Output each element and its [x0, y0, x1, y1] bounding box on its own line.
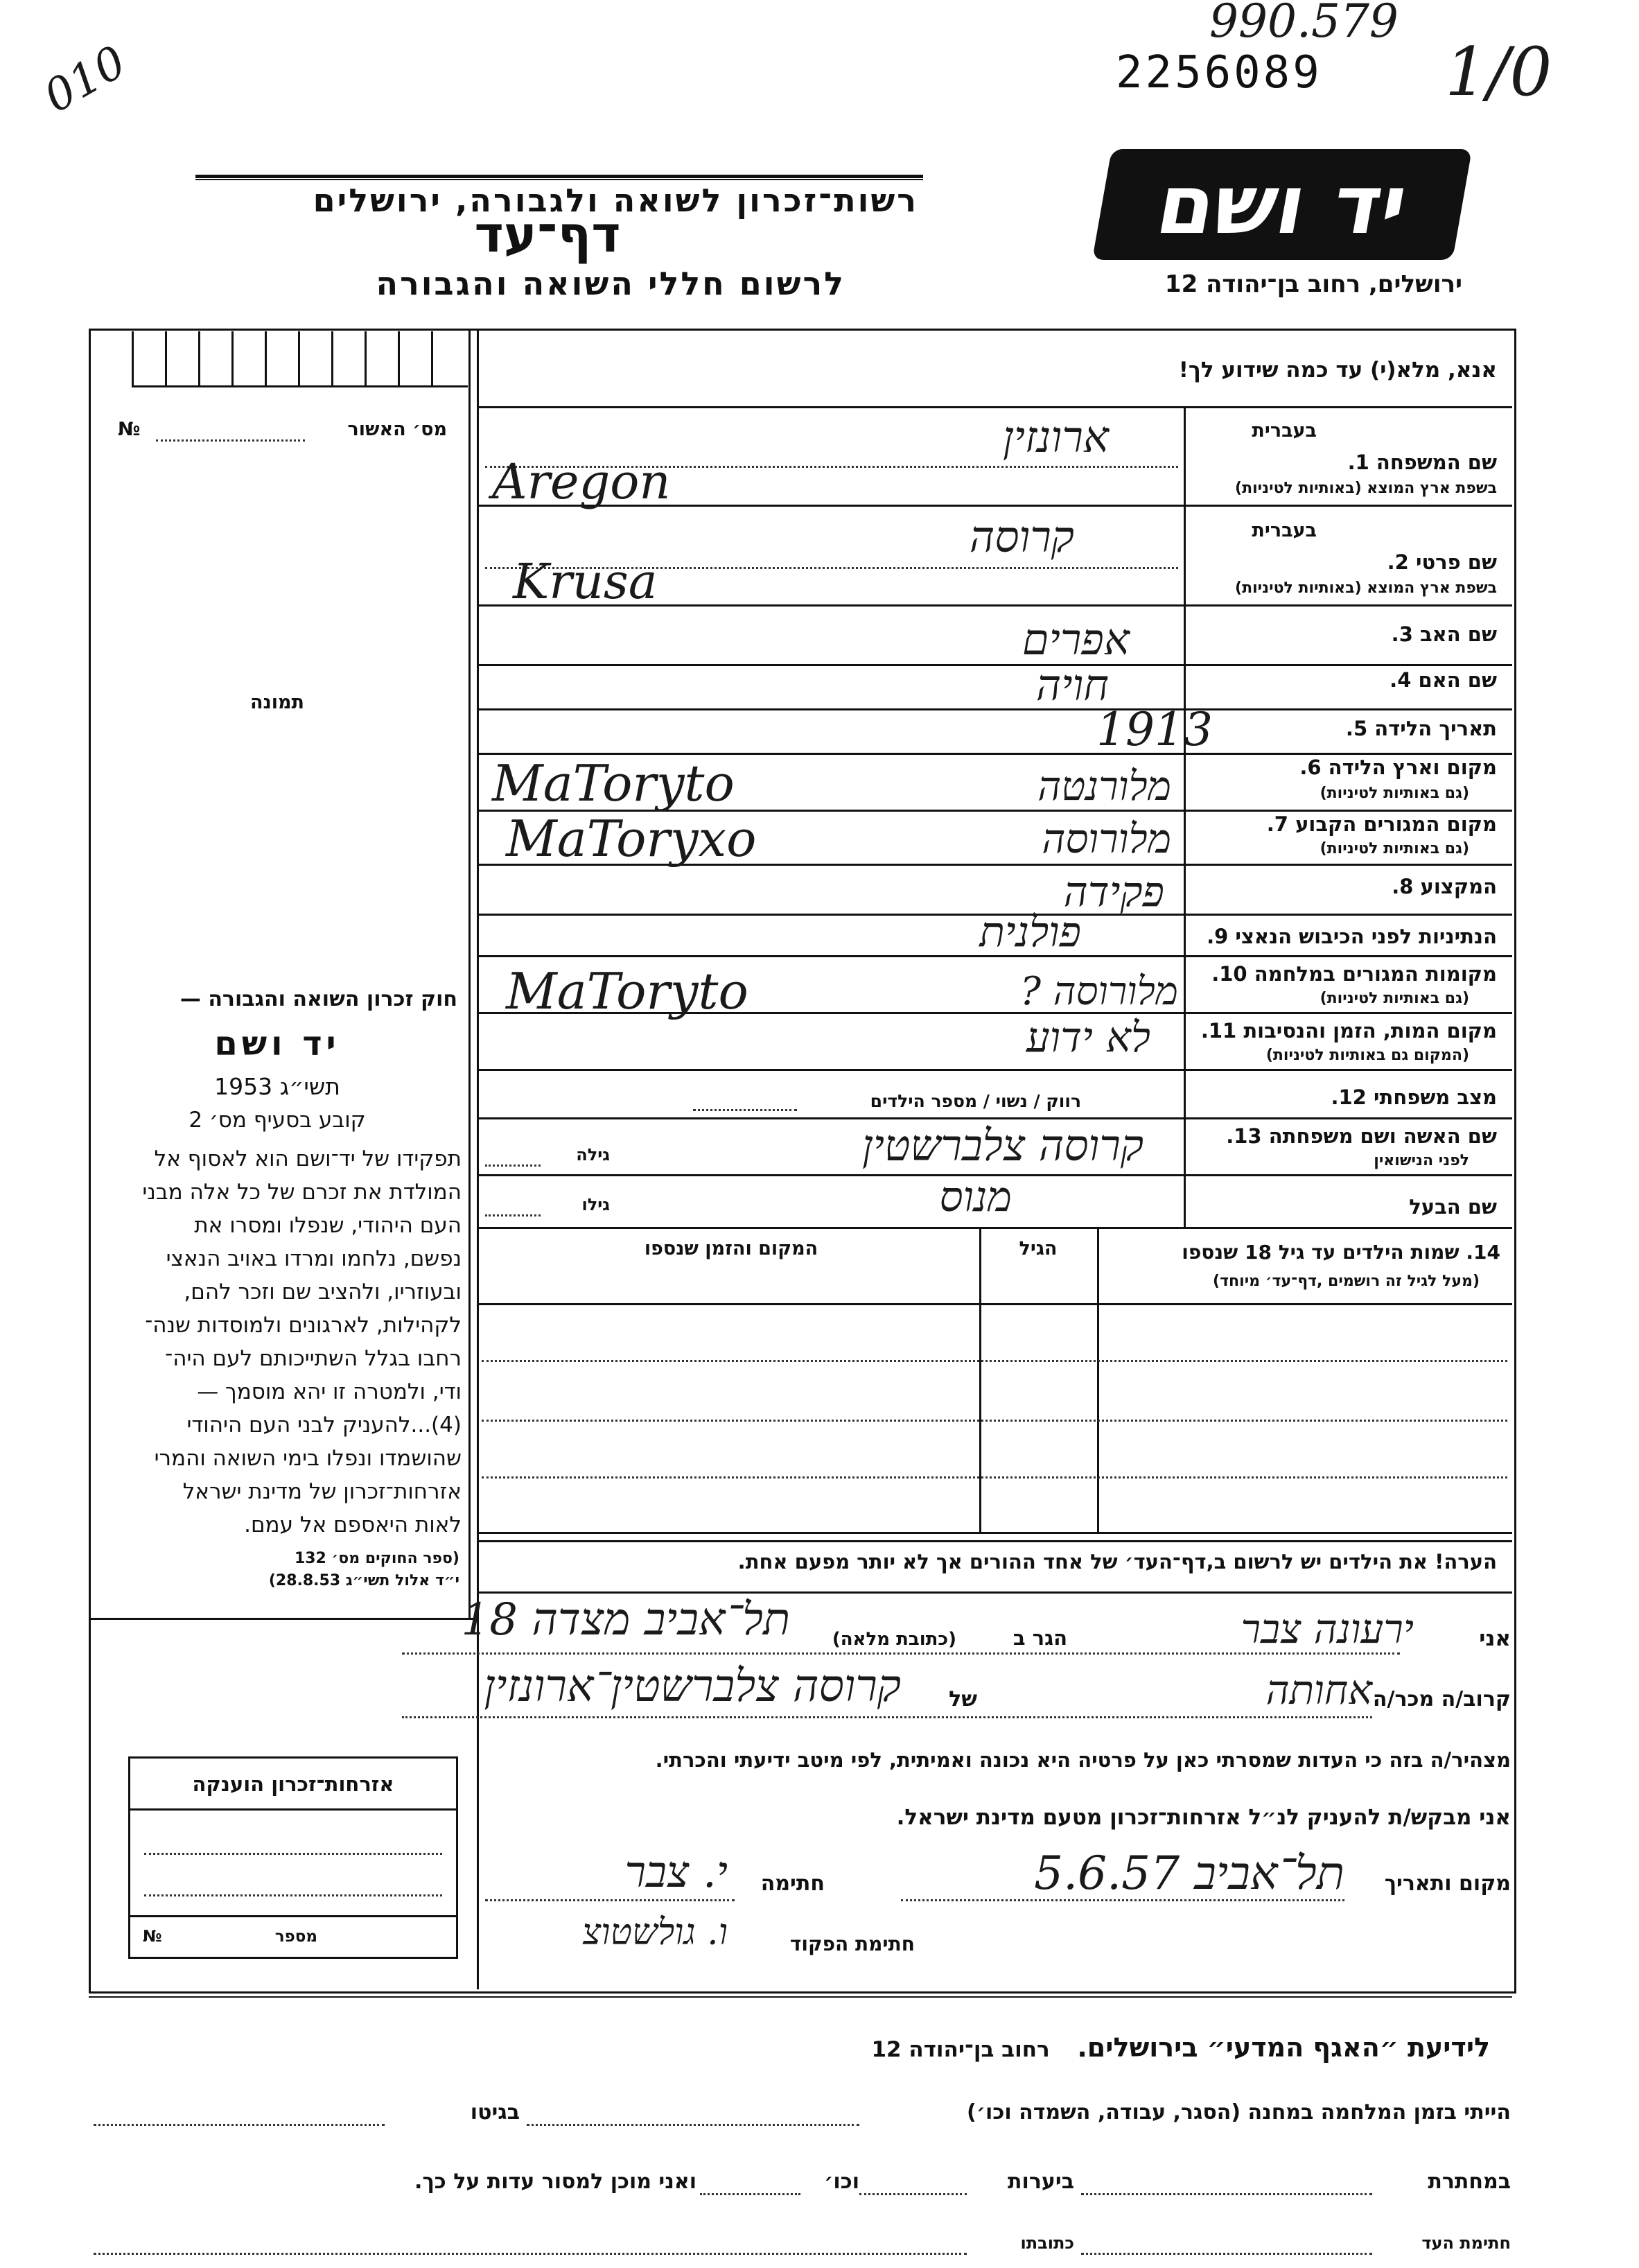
authority-title: רשות־זכרון לשואה ולגבורה, ירושלים [313, 182, 918, 219]
law-source-1: (ספר החוקים מס׳ 132 [294, 1550, 459, 1567]
field-4-value[interactable]: חויה [1035, 660, 1109, 710]
citizenship-number-mark: № [143, 1928, 162, 1946]
place-date-label: מקום ותאריך [1384, 1872, 1511, 1896]
photo-label: תמונה [249, 692, 305, 713]
law-title: חוק זכרון השואה והגבורה — [179, 987, 457, 1011]
field-1-label: שם המשפחה 1. [1347, 451, 1497, 474]
children-label: 14. שמות הילדים עד גיל 18 שנספו [1182, 1241, 1500, 1264]
field-6-label: מקום וארץ הלידה 6. [1299, 756, 1497, 779]
field-2-value-he[interactable]: קרוסה [969, 512, 1074, 562]
field-12-label: מצב משפחתי 12. [1331, 1085, 1497, 1109]
footer-underground-field[interactable] [1081, 2193, 1372, 2195]
corner-mark: 010 [35, 36, 135, 123]
citizenship-number-label: מספר [274, 1928, 317, 1946]
footer-address: רחוב בן־יהודה 12 [871, 2037, 1050, 2062]
signature-value[interactable]: י. צבר [624, 1847, 728, 1897]
footer-line2-a: במחתרת [1428, 2170, 1511, 2194]
citizenship-line[interactable] [144, 1894, 442, 1896]
field-10-value-he[interactable]: מלורוסה ? [1019, 969, 1178, 1014]
decl-deceased-name[interactable]: קרוסה צלברשטין־ארונזין [484, 1661, 901, 1712]
field-13-sub: לפני הנישואין [1374, 1152, 1469, 1169]
husband-age-field[interactable] [485, 1214, 541, 1216]
field-8-label: המקצוע 8. [1392, 875, 1497, 898]
field-9-value[interactable]: פולנית [979, 908, 1081, 957]
husband-value[interactable]: מנוס [939, 1173, 1012, 1221]
field-7-label: מקום המגורים הקבוע 7. [1266, 812, 1497, 836]
latin-note-10: (גם באותיות לטיניות) [1320, 990, 1469, 1007]
officer-value[interactable]: ו. גולשטוצ [582, 1912, 728, 1953]
officer-label: חתימת הפקוד [789, 1933, 915, 1955]
children-row[interactable] [482, 1420, 1507, 1422]
footer-line1-a: הייתי בזמן המלחמה במחנה (הסגר, עבודה, השמדה וכו׳) [967, 2100, 1511, 2125]
field-12-options[interactable]: רווק / נשוי / מספר הילדים [870, 1091, 1081, 1111]
wife-age-label: גילה [576, 1145, 610, 1164]
yad-vashem-logo: יד ושם [1092, 149, 1472, 260]
field-7-value-he[interactable]: מלורוסה [1042, 815, 1171, 862]
citizenship-line[interactable] [144, 1853, 442, 1855]
field-3-value[interactable]: אפרים [1022, 614, 1130, 665]
top-number-1: 990.579 [1209, 0, 1399, 48]
law-clause: קובע בסעיף מס׳ 2 [189, 1108, 366, 1133]
field-11-value[interactable]: לא ידוע [1026, 1013, 1150, 1062]
place-date-value[interactable]: תל־אביב 5.6.57 [1034, 1847, 1344, 1900]
field-13-label: שם האשה ושם משפחתה 13. [1226, 1124, 1497, 1148]
law-source-2: י״ד אלול תשי״ג 28.8.53) [268, 1572, 459, 1589]
footer-forest-field[interactable] [859, 2193, 967, 2195]
label-column-divider [1184, 406, 1186, 1228]
footer-ghetto-field[interactable] [94, 2124, 385, 2126]
footer-line1-b: בגיטו [470, 2100, 520, 2125]
footer-witness-signature[interactable] [1081, 2253, 1372, 2255]
signature-label: חתימה [760, 1872, 825, 1896]
decl-relation-value[interactable]: אחותה [1265, 1666, 1372, 1713]
decl-i: אני [1479, 1626, 1511, 1651]
law-year: תשי״ג 1953 [214, 1073, 340, 1100]
children-note: (מעל לגיל זה רושמים ,דף־עד׳ מיוחד) [1213, 1273, 1480, 1290]
wife-age-field[interactable] [485, 1164, 541, 1167]
latin-note-1: בשפת ארץ המוצא (באותיות לטיניות) [1235, 480, 1497, 497]
approval-ticks [132, 331, 468, 387]
decl-request: אני מבקש/ת להעניק לנ״ל אזרחות־זכרון מטעם מדינת ישראל. [896, 1805, 1511, 1830]
footer-line3-a: חתימת העד [1421, 2233, 1511, 2253]
citizenship-box [128, 1756, 458, 1959]
decl-address-label: (כתובת מלאה) [832, 1629, 956, 1650]
form-title: דף־עד [474, 205, 621, 263]
field-3-label: שם האב 3. [1391, 622, 1497, 646]
form-subtitle: לרשום חללי השואה והגבורה [376, 265, 845, 302]
field-2-label: שם פרטי 2. [1387, 550, 1497, 574]
footer-etc-field[interactable] [700, 2193, 800, 2195]
approval-number-field[interactable] [156, 439, 305, 442]
field-1-value-he[interactable]: ארונזין [1002, 412, 1109, 462]
field-8-value[interactable]: פקידה [1063, 868, 1164, 916]
latin-note-7: (גם באותיות לטיניות) [1320, 840, 1469, 857]
field-2-value-latin[interactable]: Krusa [513, 553, 658, 610]
sidebar-divider [477, 329, 479, 1989]
remark: הערה! את הילדים יש לרשום ב,דף־העד׳ של אחד ההורים אך לא יותר מפעם אחת. [737, 1550, 1497, 1573]
top-code: 1/0 [1445, 33, 1552, 111]
children-row[interactable] [482, 1476, 1507, 1478]
header-address: ירושלים, רחוב בן־יהודה 12 [1164, 270, 1462, 298]
husband-age-label: גילו [581, 1195, 610, 1214]
decl-relative: קרוב/ה מכר/ה [1372, 1687, 1511, 1711]
latin-note-6: (גם באותיות לטיניות) [1320, 785, 1469, 802]
field-10-label: מקומות המגורים במלחמה 10. [1211, 962, 1497, 986]
field-6-value-he[interactable]: מלורנטה [1037, 762, 1171, 810]
hebrew-tag-1: בעברית [1252, 420, 1317, 442]
decl-of: של [949, 1687, 977, 1711]
footer-line2-c: וכו׳ [824, 2170, 859, 2194]
footer-witness-address[interactable] [94, 2253, 967, 2255]
children-age-header: הגיל [1019, 1238, 1058, 1259]
field-4-label: שם האם 4. [1390, 668, 1497, 692]
hebrew-tag-2: בעברית [1252, 520, 1317, 541]
field-10-value-latin[interactable]: MaToryto [506, 962, 748, 1020]
latin-note-2: בשפת ארץ המוצא (באותיות לטיניות) [1235, 579, 1497, 597]
footer-line3-b: כתובתו [1020, 2233, 1074, 2253]
law-text: תפקידו של יד־ושם הוא לאסוף אל המולדת את זכרם של כל אלה מבני העם היהודי, שנפלו ומסרו את נפשם, נלחמו ומרדו באויב הנאצי ובעוזריו, ולהציב שם וזכר להם, לקהילות, לארגונים ולמוסדות שנה־ רחבו בגלל השתייכותם לעם היה־ ודי, ולמטרה זו יהא מוסמך — (4)...להעניק לבני העם היהודי שהושמדו ונפלו בימי השואה והמרי אזרחות־זכרון של מדינת ישראל לאות היאספם אל עמם. [142, 1146, 462, 1537]
decl-statement: מצהיר/ה בזה כי העדות שמסרתי כאן על פרטיה היא נכונה ואמיתית, לפי מיטב ידיעתי והכרתי. [655, 1748, 1511, 1772]
decl-address-value[interactable]: תל־אביב מצדה 18 [461, 1594, 790, 1646]
field-5-label: תאריך הלידה 5. [1345, 717, 1497, 740]
field-13-value[interactable]: קרוסה צלברשטין [861, 1120, 1143, 1171]
decl-resides: הגר ב [1013, 1626, 1067, 1650]
authority-underline [195, 175, 923, 178]
latin-note-11: (המקום גם באותיות לטיניות) [1265, 1047, 1469, 1064]
footer-line2-b: ביערות [1008, 2170, 1074, 2194]
field-9-label: הנתיניות לפני הכיבוש הנאצי 9. [1207, 925, 1497, 948]
declarant-name[interactable]: ירעונה צבר [1241, 1605, 1414, 1652]
footer-camp-field[interactable] [527, 2124, 859, 2126]
approval-no-mark: № [118, 419, 141, 440]
children-place-header: המקום והזמן שנספו [644, 1238, 818, 1259]
instruction: אנא, מלא(י) עד כמה שידוע לך! [1178, 358, 1497, 383]
footer-title-text: לידיעת ״האגף המדעי״ בירושלים. [1077, 2032, 1490, 2063]
law-name: יד ושם [214, 1024, 340, 1063]
footer-line2-d: ואני מוכן למסור עדות על כך. [414, 2170, 696, 2194]
top-number-2: 2256089 [1116, 47, 1322, 98]
children-row[interactable] [482, 1360, 1507, 1362]
field-6-value-latin[interactable]: MaToryto [492, 754, 735, 812]
field-5-value[interactable]: 1913 [1096, 703, 1213, 756]
husband-label: שם הבעל [1409, 1195, 1497, 1219]
citizenship-label: אזרחות־זכרון הוענקה [192, 1772, 394, 1796]
field-7-value-latin[interactable]: MaToryxo [506, 810, 757, 868]
field-11-label: מקום המות, הזמן והנסיבות 11. [1200, 1019, 1497, 1043]
approval-number-label: מס׳ האשור [347, 419, 447, 440]
field-1-value-latin[interactable]: Aregon [492, 453, 671, 510]
footer-title [485, 2032, 1490, 2063]
